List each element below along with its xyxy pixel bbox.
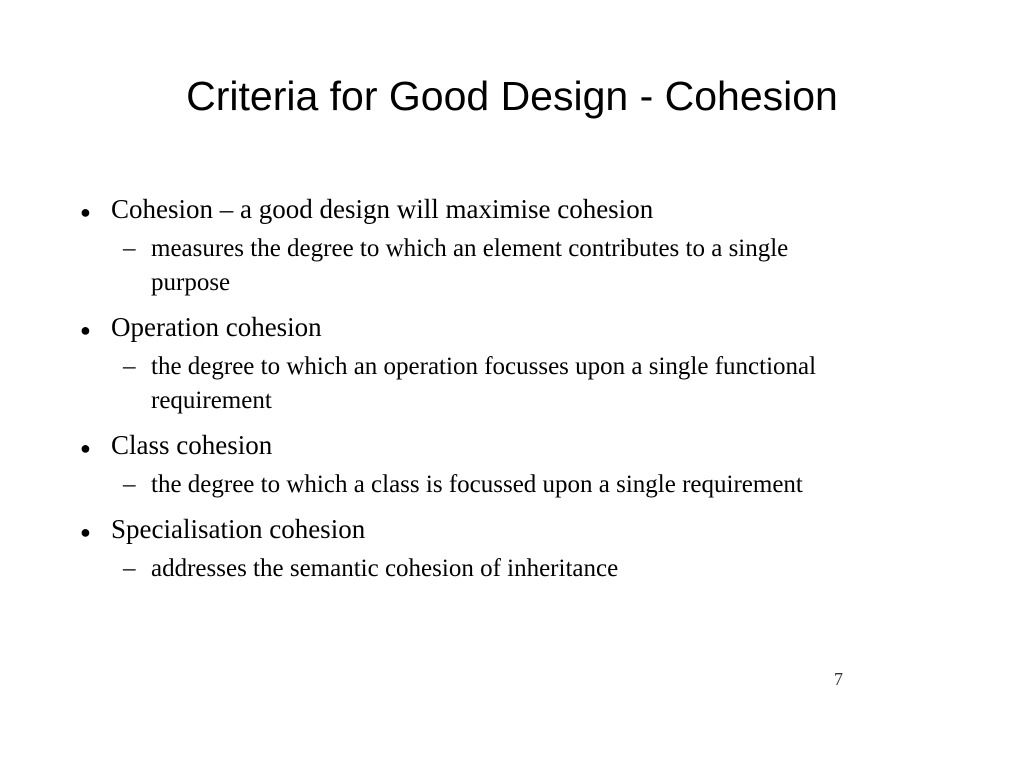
bullet-group-cohesion	[80, 190, 860, 300]
sub-bullet-text: addresses the semantic cohesion of inheritance	[151, 555, 619, 582]
bullet-item	[80, 308, 860, 346]
slide-number: 7	[834, 669, 843, 689]
sub-bullet-text: the degree to which an operation focusses upon a single functional requirement	[151, 353, 817, 414]
sub-bullet-text: measures the degree to which an element contributes to a single purpose	[151, 235, 789, 296]
bullet-list	[80, 190, 860, 594]
bullet-group-operation-cohesion	[80, 308, 860, 418]
sub-bullet-item	[80, 552, 851, 586]
sub-bullet-item	[80, 468, 851, 502]
bullet-item	[80, 190, 860, 228]
dash-icon: –	[123, 353, 136, 380]
sub-bullet-item	[80, 232, 851, 300]
bullet-group-specialisation-cohesion	[80, 510, 860, 586]
bullet-text: Cohesion – a good design will maximise cohesion	[111, 194, 654, 224]
bullet-text: Class cohesion	[111, 430, 273, 460]
bullet-dot-icon: ●	[80, 320, 91, 340]
bullet-dot-icon: ●	[80, 522, 91, 542]
bullet-text: Specialisation cohesion	[111, 514, 366, 544]
bullet-dot-icon: ●	[80, 202, 91, 222]
sub-bullet-item	[80, 350, 851, 418]
dash-icon: –	[123, 235, 136, 262]
bullet-dot-icon: ●	[80, 438, 91, 458]
sub-bullet-text: the degree to which a class is focussed upon a single requirement	[151, 471, 803, 498]
slide-title: Criteria for Good Design - Cohesion	[186, 73, 838, 119]
dash-icon: –	[123, 555, 136, 582]
bullet-item	[80, 426, 860, 464]
bullet-text: Operation cohesion	[111, 312, 322, 342]
bullet-group-class-cohesion	[80, 426, 860, 502]
dash-icon: –	[123, 471, 136, 498]
bullet-item	[80, 510, 860, 548]
